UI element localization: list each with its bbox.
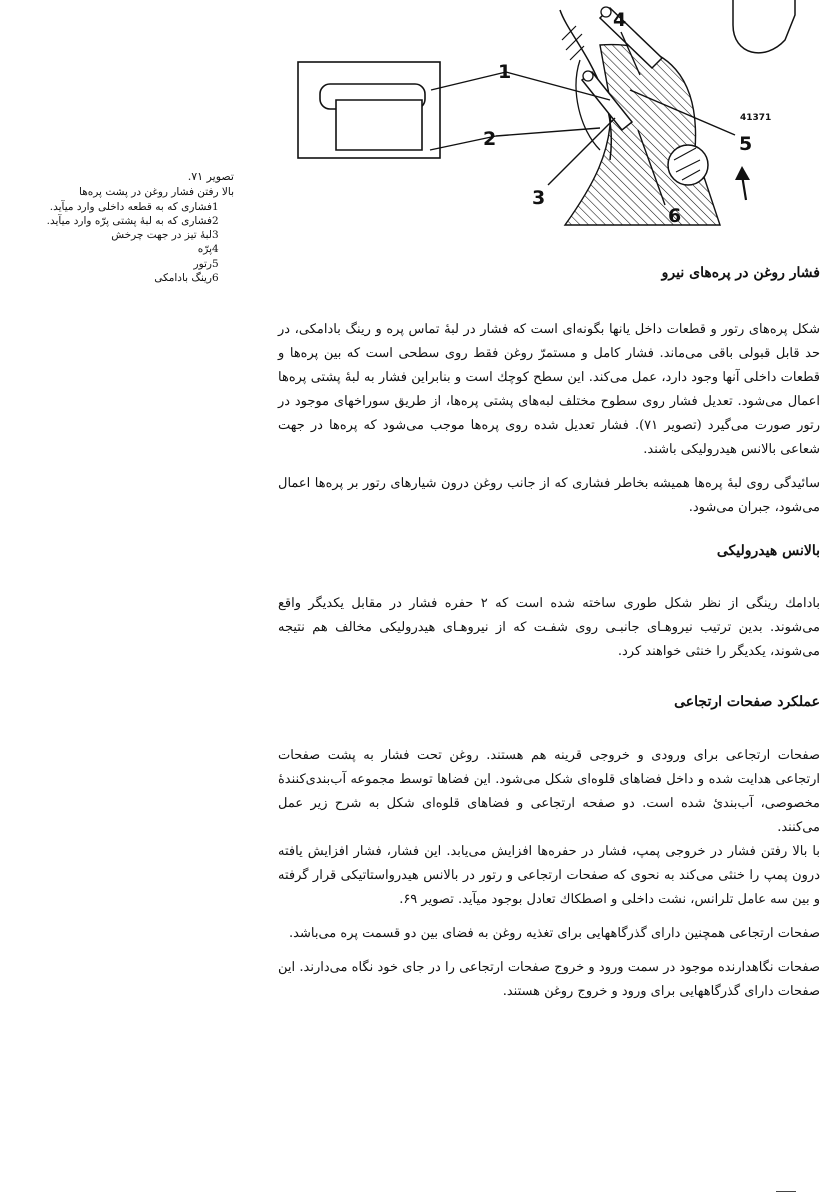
- legend-item: [4, 200, 234, 214]
- caption-subtitle: بالا رفتن فشار روغن در پشت پره‌ها: [79, 186, 234, 199]
- figure-caption: [4, 170, 234, 285]
- main-text-column: [278, 265, 820, 1004]
- legend-text: فشاری که به لبهٔ پشتی پرّه وارد میآید.: [46, 214, 212, 227]
- figure-label-6: 6: [668, 205, 682, 227]
- legend-text: پرّه: [197, 243, 212, 256]
- legend-number: 4: [212, 243, 219, 256]
- legend-item: [4, 271, 234, 285]
- legend-item: [4, 242, 234, 256]
- legend-item: [4, 257, 234, 271]
- paragraph-passages: صفحات ارتجاعی همچنین دارای گذرگاههایی برای تغذیه روغن به فضای بین دو قسمت پره می‌باشد.: [289, 926, 820, 941]
- figure-label-4: 4: [613, 9, 627, 31]
- legend-item: [4, 228, 234, 242]
- figure-label-2: 2: [483, 128, 497, 150]
- figure-label-5: 5: [739, 133, 753, 155]
- legend-number: 1: [212, 200, 219, 213]
- figure-label-3: 3: [532, 187, 546, 209]
- paragraph-pressure-rise: با بالا رفتن فشار در خروجی پمپ، فشار در حفره‌ها افزایش می‌یابد. این فشار، فشار افزایش یافته درون پمپ را خنثی می‌کند به نحوی که صفحات ارتجاعی و رتور در بالانس هیدرواستاتیکی قرار گرفته و بین سه عامل تلرانس، نشت داخلی و اصطکاك تعادل بوجود میآید. تصویر ۶۹.: [278, 844, 820, 907]
- section-heading-vane-oil-pressure: فشار روغن در پره‌های نیرو: [661, 265, 820, 281]
- figure-label-1: 1: [498, 61, 512, 83]
- paragraph-pressure-plates: صفحات ارتجاعی برای ورودی و خروجی قرینه هم هستند. روغن تحت فشار به پشت صفحات ارتجاعی هدایت شده و داخل فضاهای قلوه‌ای شکل می‌شود. این فضاها توسط مجموعه آب‌بندی‌کنندهٔ مخصوصی، آب‌بندیٔ شده است. دو صفحه ارتجاعی و فضاهای قلوه‌ای شکل به شرح زیر عمل می‌کنند.: [278, 748, 820, 835]
- legend-number: 5: [212, 257, 219, 270]
- legend-number: 3: [212, 229, 219, 242]
- legend-text: لبهٔ تیز در جهت چرخش: [111, 229, 212, 242]
- figure-drawing: [270, 0, 824, 235]
- figure-code: 41371: [740, 113, 772, 123]
- legend-text: رینگ بادامکی: [154, 272, 212, 285]
- page-edge-mark: [776, 1185, 796, 1192]
- paragraph-cam-ring: بادامك رینگی از نظر شکل طوری ساخته شده است که ۲ حفره فشار در مقابل یکدیگر واقع می‌شوند. بدین ترتیب نیروهـای جانبـی روی شفـت که از نیروهـای هیدرولیکی مخالف هم نتیجه می‌شوند، یکدیگر را خنثی خواهند کرد.: [278, 596, 820, 659]
- section-heading-hydraulic-balance: بالانس هیدرولیکی: [716, 543, 820, 559]
- legend-number: 6: [212, 272, 219, 285]
- paragraph-retaining-plates: صفحات نگاهدارنده موجود در سمت ورود و خروج صفحات ارتجاعی را در جای خود نگاه می‌دارند. این صفحات دارای گذرگاههایی برای ورود و خروج روغن هستند.: [278, 960, 820, 999]
- legend-item: [4, 214, 234, 228]
- caption-title: تصویر ۷۱.: [187, 170, 234, 183]
- section-heading-pressure-plates: عملکرد صفحات ارتجاعی: [674, 694, 820, 710]
- paragraph-wear-compensation: سائیدگی روی لبهٔ پره‌ها همیشه بخاطر فشاری که از جانب روغن درون شیارهای رتور بر پره‌ها اعمال می‌شود، جبران می‌شود.: [278, 476, 820, 515]
- pump-vane-figure: [270, 0, 824, 235]
- legend-text: رتور: [193, 257, 212, 270]
- legend-number: 2: [212, 214, 219, 227]
- legend-text: فشاری که به قطعه داخلی وارد میآید.: [49, 200, 212, 213]
- paragraph-vane-shape: شکل پره‌های رتور و قطعات داخل یانها بگونه‌ای است که فشار در لبهٔ تماس پره و رینگ بادامکی، در حد قابل قبولی باقی می‌ماند. فشار کامل و مستمرّ روغن فقط روی سطحی است که بین پره‌ها و قطعات داخلی آنها وجود دارد، عمل می‌کند. این سطح کوچك است و بنابراین فشار به لبهٔ پشتی پره‌ها اعمال می‌شود. تعدیل فشار روی سطوح مختلف لبه‌های پشتی پره‌ها، از طریق سوراخهای موجود در رتور صورت می‌گیرد (تصویر ۷۱). فشار تعدیل شده روی پره‌ها موجب می‌شود که پره‌ها در جهت شعاعی بالانس هیدرولیکی باشند.: [278, 322, 820, 457]
